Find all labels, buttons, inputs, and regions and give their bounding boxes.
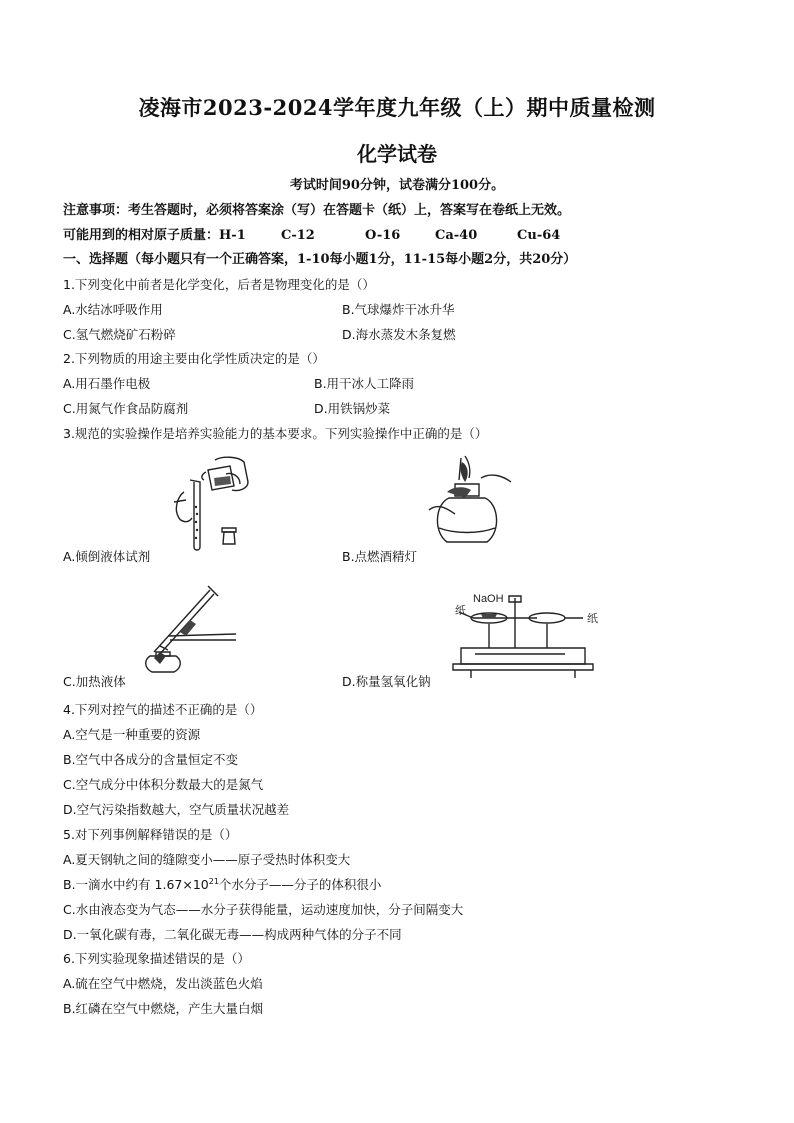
question-4-option-d: D.空气污染指数越大，空气质量状况越差 bbox=[63, 802, 290, 817]
question-2-option-d: D.用铁锅炒菜 bbox=[314, 401, 391, 416]
question-6-stem: 6.下列实验现象描述错误的是（） bbox=[63, 951, 250, 966]
alcohol-lamp-figure bbox=[425, 452, 515, 550]
question-5-option-a: A.夏天钢轨之间的缝隙变小——原子受热时体积变大 bbox=[63, 852, 351, 867]
paper-right-label: 纸 bbox=[587, 613, 598, 625]
question-4-option-b: B.空气中各成分的含量恒定不变 bbox=[63, 752, 239, 767]
exam-title: 凌海市2023-2024学年度九年级（上）期中质量检测 bbox=[138, 95, 656, 120]
pouring-liquid-figure bbox=[160, 452, 270, 552]
question-2-option-c: C.用氮气作食品防腐剂 bbox=[63, 401, 189, 416]
question-5-option-c: C.水由液态变为气态——水分子获得能量，运动速度加快，分子间隔变大 bbox=[63, 902, 464, 917]
option-b-suffix: 个水分子——分子的体积很小 bbox=[218, 877, 382, 892]
section-heading: 一、选择题（每小题只有一个正确答案，1-10每小题1分，11-15每小题2分，共20分） bbox=[63, 252, 577, 267]
mass-ca: Ca-40 bbox=[435, 228, 478, 243]
question-3-option-a: A.倾倒液体试剂 bbox=[63, 549, 151, 564]
question-4-option-c: C.空气成分中体积分数最大的是氮气 bbox=[63, 777, 264, 792]
question-3-option-d: D.称量氢氧化钠 bbox=[342, 674, 431, 689]
mass-cu: Cu-64 bbox=[517, 228, 561, 243]
mass-o: O-16 bbox=[365, 228, 401, 243]
exam-info: 考试时间90分钟，试卷满分100分。 bbox=[289, 178, 505, 193]
question-5-stem: 5.对下列事例解释错误的是（） bbox=[63, 827, 238, 842]
mass-h: H-1 bbox=[219, 228, 246, 243]
option-b-prefix: B.一滴水中约有 1.67×10 bbox=[63, 877, 209, 892]
question-4-stem: 4.下列对控气的描述不正确的是（） bbox=[63, 702, 263, 717]
balance-figure bbox=[445, 588, 605, 680]
question-2-option-a: A.用石墨作电极 bbox=[63, 376, 151, 391]
question-5-option-d: D.一氧化碳有毒，二氧化碳无毒——构成两种气体的分子不同 bbox=[63, 927, 402, 942]
subject-title: 化学试卷 bbox=[357, 142, 437, 166]
naoh-label: NaOH bbox=[473, 593, 504, 605]
question-6-option-a: A.硫在空气中燃烧，发出淡蓝色火焰 bbox=[63, 976, 263, 991]
heating-liquid-figure bbox=[140, 576, 240, 676]
question-3-option-c: C.加热液体 bbox=[63, 674, 126, 689]
question-2-stem: 2.下列物质的用途主要由化学性质决定的是（） bbox=[63, 351, 325, 366]
masses-label: 可能用到的相对原子质量： bbox=[63, 228, 220, 243]
question-2-option-b: B.用干冰人工降雨 bbox=[314, 376, 415, 391]
question-1-option-a: A.水结冰呼吸作用 bbox=[63, 302, 163, 317]
question-1-option-b: B.气球爆炸干冰升华 bbox=[342, 302, 455, 317]
atomic-masses bbox=[63, 224, 560, 243]
question-3-stem: 3.规范的实验操作是培养实验能力的基本要求。下列实验操作中正确的是（） bbox=[63, 426, 488, 441]
question-1-stem: 1.下列变化中前者是化学变化，后者是物理变化的是（） bbox=[63, 277, 375, 292]
question-4-option-a: A.空气是一种重要的资源 bbox=[63, 727, 201, 742]
mass-c: C-12 bbox=[281, 228, 315, 243]
notice: 注意事项：考生答题时，必须将答案涂（写）在答题卡（纸）上，答案写在卷纸上无效。 bbox=[63, 203, 571, 218]
question-1-option-d: D.海水蒸发木条复燃 bbox=[342, 327, 456, 342]
exponent: 21 bbox=[208, 876, 219, 886]
question-6-option-b: B.红磷在空气中燃烧，产生大量白烟 bbox=[63, 1001, 264, 1016]
question-5-option-b bbox=[63, 875, 381, 893]
question-1-option-c: C.氢气燃烧矿石粉碎 bbox=[63, 327, 176, 342]
question-3-option-b: B.点燃酒精灯 bbox=[342, 549, 418, 564]
paper-left-label: 纸 bbox=[455, 605, 466, 617]
